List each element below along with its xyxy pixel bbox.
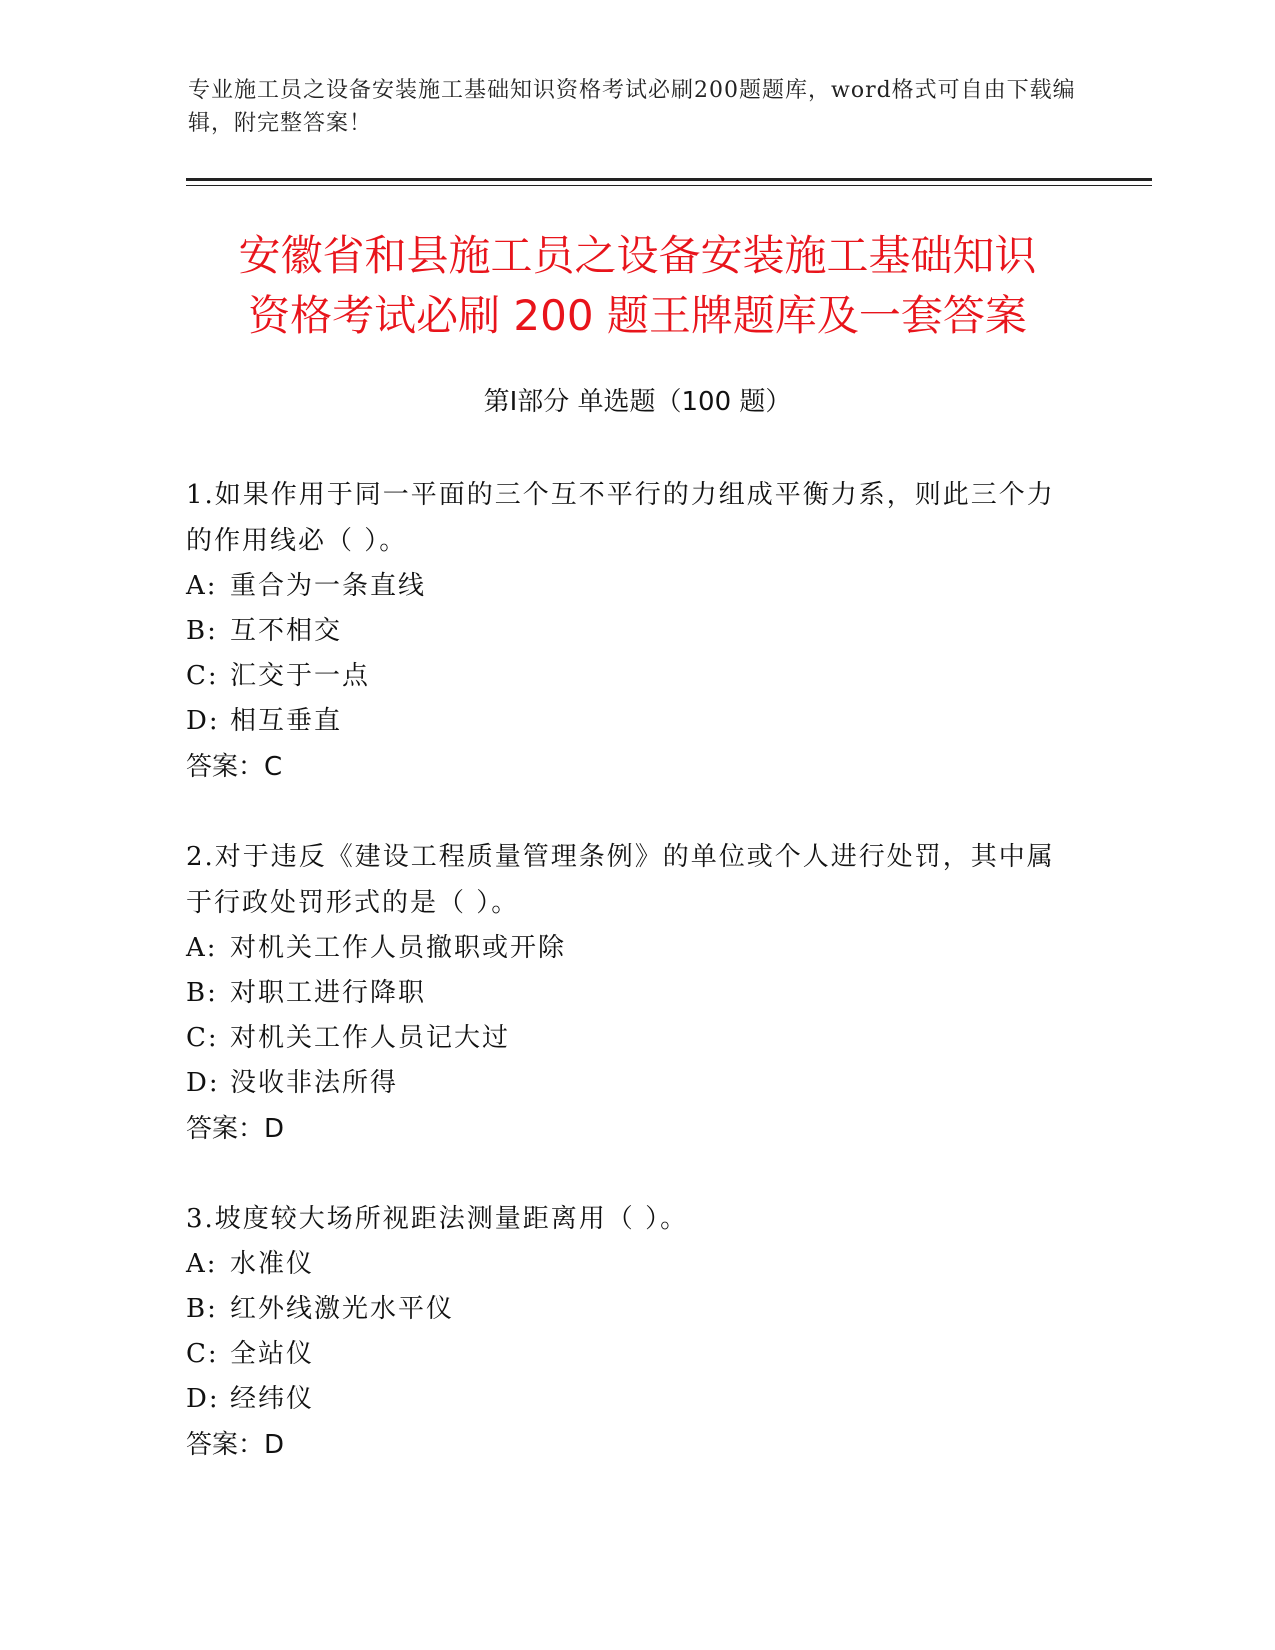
option-letter: C: (186, 661, 219, 691)
option-letter: D: (186, 1068, 220, 1098)
option-c (186, 1332, 1066, 1377)
option-text: 汇交于一点 (230, 661, 371, 691)
document-title (120, 226, 1155, 346)
document-title-line-1: 安徽省和县施工员之设备安装施工基础知识 (238, 231, 1037, 280)
option-text: 全站仪 (230, 1339, 315, 1369)
option-letter: B: (186, 978, 218, 1008)
question-2 (186, 834, 1066, 1152)
option-c (186, 1016, 1066, 1061)
option-text: 红外线激光水平仪 (230, 1294, 455, 1324)
option-text: 水准仪 (230, 1249, 315, 1279)
answer-line: 答案：D (186, 1430, 285, 1460)
option-a (186, 564, 1066, 609)
option-b (186, 1287, 1066, 1332)
question-stem: 1.如果作用于同一平面的三个互不平行的力组成平衡力系，则此三个力的作用线必（ ）。 (186, 480, 1055, 556)
option-letter: A: (186, 1249, 218, 1279)
question-1 (186, 472, 1066, 790)
option-text: 互不相交 (230, 616, 343, 646)
option-text: 重合为一条直线 (230, 571, 427, 601)
option-letter: C: (186, 1023, 219, 1053)
option-d (186, 1377, 1066, 1422)
section-title: 第Ⅰ部分 单选题（100 题） (483, 387, 792, 417)
question-stem: 3.坡度较大场所视距法测量距离用（ ）。 (186, 1204, 689, 1234)
option-d (186, 699, 1066, 744)
option-a (186, 1242, 1066, 1287)
document-title-line-2: 资格考试必刷 200 题王牌题库及一套答案 (248, 291, 1027, 340)
option-text: 对职工进行降职 (230, 978, 427, 1008)
option-letter: B: (186, 616, 218, 646)
option-letter: A: (186, 571, 218, 601)
header-divider-thin (186, 185, 1152, 186)
option-letter: D: (186, 1384, 220, 1414)
option-d (186, 1061, 1066, 1106)
answer-line: 答案：C (186, 752, 283, 782)
option-text: 对机关工作人员撤职或开除 (230, 933, 567, 963)
option-text: 相互垂直 (230, 706, 343, 736)
header-divider-thick (186, 178, 1152, 181)
question-3 (186, 1196, 1066, 1468)
answer-line: 答案：D (186, 1114, 285, 1144)
option-text: 经纬仪 (230, 1384, 315, 1414)
option-text: 对机关工作人员记大过 (230, 1023, 511, 1053)
header-note: 专业施工员之设备安装施工基础知识资格考试必刷200题题库，word格式可自由下载编辑，附完整答案！ (188, 78, 1076, 136)
question-stem: 2.对于违反《建设工程质量管理条例》的单位或个人进行处罚，其中属于行政处罚形式的是（ ）。 (186, 842, 1055, 918)
option-c (186, 654, 1066, 699)
option-letter: A: (186, 933, 218, 963)
option-letter: B: (186, 1294, 218, 1324)
option-b (186, 971, 1066, 1016)
option-letter: C: (186, 1339, 219, 1369)
option-letter: D: (186, 706, 220, 736)
option-b (186, 609, 1066, 654)
option-text: 没收非法所得 (230, 1068, 399, 1098)
option-a (186, 926, 1066, 971)
